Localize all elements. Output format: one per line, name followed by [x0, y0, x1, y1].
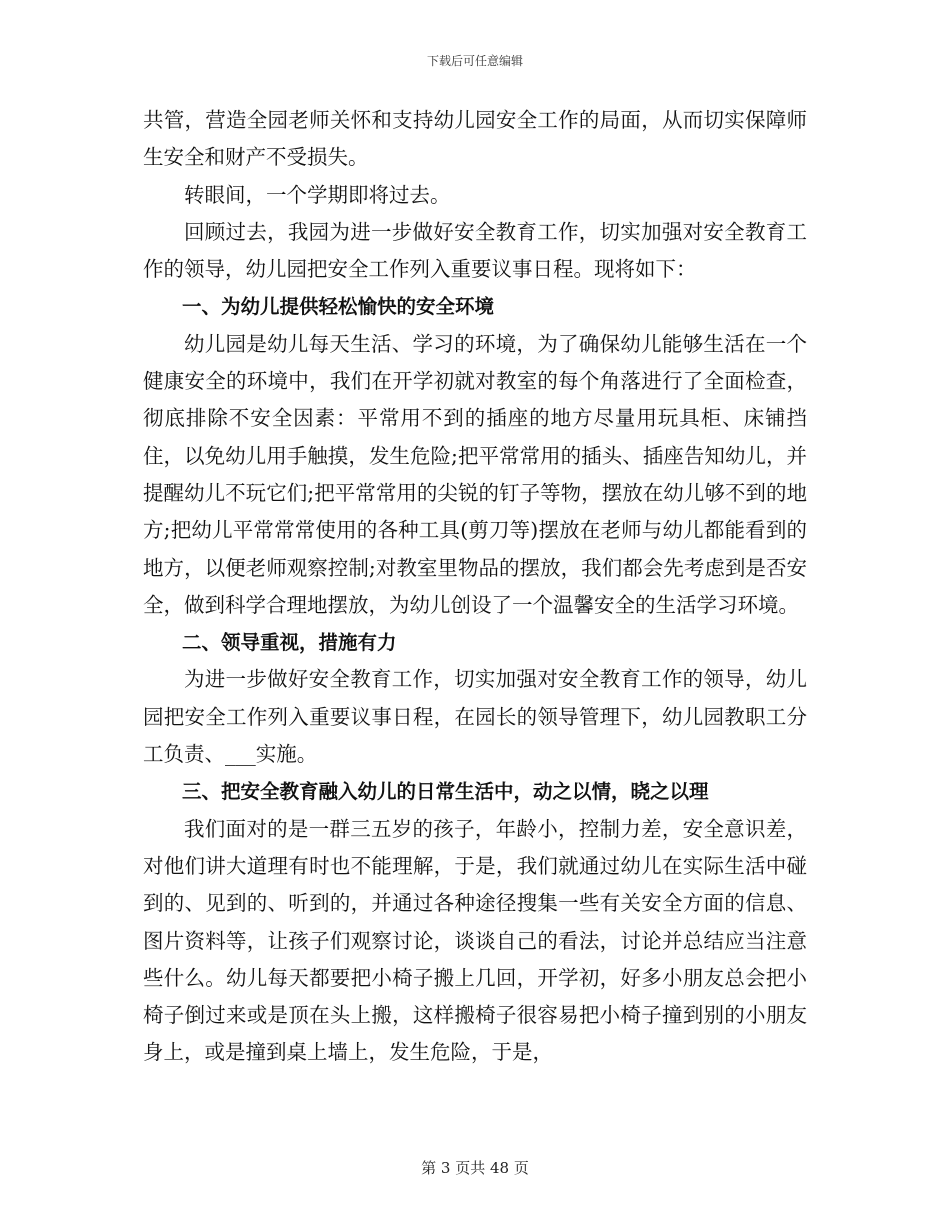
paragraph: 幼儿园是幼儿每天生活、学习的环境，为了确保幼儿能够生活在一个健康安全的环境中，我们在开学初就对教室的每个角落进行了全面检查，彻底排除不安全因素：平常用不到的插座的地方尽量用玩具柜、床铺挡住，以免幼儿用手触摸，发生危险;把平常常用的插头、插座告知幼儿，并提醒幼儿不玩它们;把平常常用的尖锐的钉子等物，摆放在幼儿够不到的地方;把幼儿平常常常使用的各种工具(剪刀等)摆放在老师与幼儿都能看到的地方，以便老师观察控制;对教室里物品的摆放，我们都会先考虑到是否安全，做到科学合理地摆放，为幼儿创设了一个温馨安全的生活学习环境。: [143, 331, 807, 617]
document-body: [143, 102, 807, 1072]
paragraph: 为进一步做好安全教育工作，切实加强对安全教育工作的领导，幼儿园把安全工作列入重要议事日程，在园长的领导管理下，幼儿园教职工分工负责、___实施。: [143, 667, 807, 767]
page-header: 下载后可任意编辑: [426, 54, 523, 68]
paragraph: 回顾过去，我园为进一步做好安全教育工作，切实加强对安全教育工作的领导，幼儿园把安全工作列入重要议事日程。现将如下：: [143, 219, 807, 282]
section-heading: 一、为幼儿提供轻松愉快的安全环境: [182, 295, 495, 319]
paragraph: 我们面对的是一群三五岁的孩子，年龄小，控制力差，安全意识差，对他们讲大道理有时也不能理解，于是，我们就通过幼儿在实际生活中碰到的、见到的、听到的，并通过各种途径搜集一些有关安全方面的信息、图片资料等，让孩子们观察讨论，谈谈自己的看法，讨论并总结应当注意些什么。幼儿每天都要把小椅子搬上几回，开学初，好多小朋友总会把小椅子倒过来或是顶在头上搬，这样搬椅子很容易把小椅子撞到别的小朋友身上，或是撞到桌上墙上，发生危险，于是，: [143, 816, 807, 1065]
paragraph: 转眼间，一个学期即将过去。: [184, 182, 451, 207]
paragraph: 共管，营造全园老师关怀和支持幼儿园安全工作的局面，从而切实保障师生安全和财产不受损失。: [143, 108, 807, 170]
section-heading: 三、把安全教育融入幼儿的日常生活中，动之以情，晓之以理: [182, 780, 709, 804]
page-footer: 第 3 页共 48 页: [421, 1159, 529, 1177]
section-heading: 二、领导重视，措施有力: [182, 631, 397, 655]
